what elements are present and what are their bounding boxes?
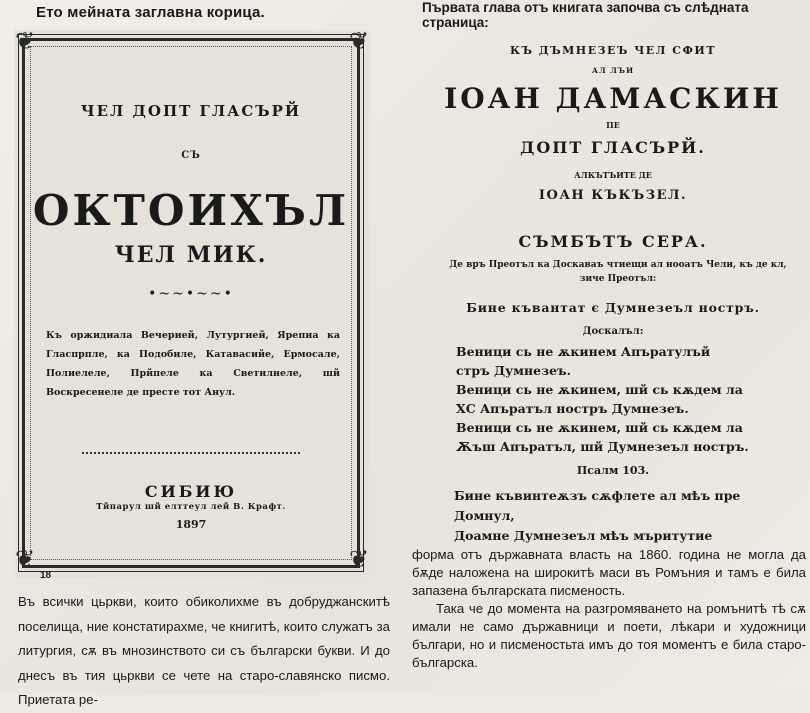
cover-conjunction: СЪ (181, 150, 201, 161)
left-caption: Ето мейната заглавна корица. (36, 4, 265, 21)
cover-heading: ЧЕЛ ДОПТ ГЛАСЪРЙ (80, 102, 302, 120)
page-number: 18 (40, 570, 52, 581)
cover-subtitle: ЧЕЛ МИК. (114, 242, 268, 268)
scan-verse-line: ХС Апъратъл ностръ Думнезеъ. (456, 401, 689, 416)
cover-divider (82, 452, 300, 454)
corner-ornament-icon: ❦ (348, 545, 370, 573)
scan-author: ІОАН ДАМАСКИН (444, 82, 782, 115)
scan-psalm: Псалм 103. (576, 464, 650, 477)
scan-heading-5: ДОПТ ГЛАСЪРЙ. (520, 138, 706, 157)
cover-city: СИБИЮ (144, 482, 238, 501)
scan-verse-line: Ѫъш Апъратъл, шй Думнезеъл ностръ. (456, 439, 749, 454)
corner-ornament-icon: ❦ (14, 27, 36, 55)
cover-ornament: •~~•~~• (148, 286, 234, 302)
scan-closing (454, 486, 792, 546)
scan-heading-6: АЛКЪТЪИТЕ ДЕ (574, 170, 652, 180)
cover-printer: Тйпарул шй елттеул лей В. Крафт. (96, 502, 286, 512)
cover-description: Къ оржидиала Вечерией, Лутургией, Ярепиа ка Гласпрпле, ка Подобиле, Катавасийе, Ермосале, Полиелеле, Прйпеле ка Светилнеле, шй Воскресенеле де престе тот Анул. (46, 330, 340, 398)
scan-verses (456, 342, 792, 456)
right-caption: Първата глава отъ книгата започва съ слѣдната страница: (422, 0, 749, 30)
scan-verse-line: Веници сь не ѫкинем Апъратулъй (456, 344, 711, 359)
scan-verse-line: Веници сь не ѫкинем, шй сь кѫдем ла (456, 382, 743, 397)
first-page-scan (420, 36, 806, 543)
scan-closing-line: Бине къвинтеѫзъ сѫфлете ал мѣъ пре Домнул, (454, 488, 741, 523)
corner-ornament-icon: ❦ (14, 545, 36, 573)
scan-blessing: Бине къвантат є Думнезеъл ностръ. (466, 300, 760, 315)
scan-heading-4: ПЕ (606, 120, 620, 130)
scan-section-title: СЪМБЪТЪ СЕРА. (518, 232, 708, 251)
left-body-text: Въ всички цьркви, които обиколихме въ добруджанскитѣ поселища, ние констатирахме, че книгитѣ, които служатъ за литургия, сѫ въ мнозинството си съ български букви. И до днесъ въ тия цьркви се чете на старо-славянско писмо. Приетата ре- (18, 594, 390, 707)
scan-verse-line: стръ Думнезеъ. (456, 363, 571, 378)
scan-reader: Доскалъл: (582, 326, 644, 337)
corner-ornament-icon: ❦ (348, 27, 370, 55)
right-paragraph-1: форма отъ държавната власть на 1860. година не могла да бѫде наложена на широкитѣ маси въ Ромъния и тамъ е била запазена българската писменость. (412, 547, 806, 598)
book-cover (22, 38, 360, 568)
scan-closing-line: Доамне Думнезеъл мѣъ мъритутие (454, 528, 713, 543)
scan-heading-7: ІОАН КЪКЪЗЕЛ. (538, 188, 688, 203)
right-paragraph-2: Така че до момента на разгромяването на ромънитѣ тѣ сѫ имали не само държавници и поети, лѣкари и художници българи, но и писменостьта имъ до тоя моментъ е била старо-българска. (412, 601, 806, 670)
cover-year: 1897 (175, 518, 207, 531)
scan-heading-1: КЪ ДЪМНЕЗЕЪ ЧЕЛ СФИТ (509, 44, 717, 57)
right-body-text (412, 546, 806, 672)
scan-rubric: Де връ Преотъл ка Доскаваъ чтиещи ал нооатъ Чели, къ де кл, зиче Преотъл: (449, 260, 787, 284)
scan-heading-2: АЛ ЛЪИ (591, 66, 635, 75)
scan-verse-line: Веници сь не ѫкинем, шй сь кѫдем ла (456, 420, 743, 435)
cover-title: ОКТОИХЪЛ (32, 186, 350, 235)
